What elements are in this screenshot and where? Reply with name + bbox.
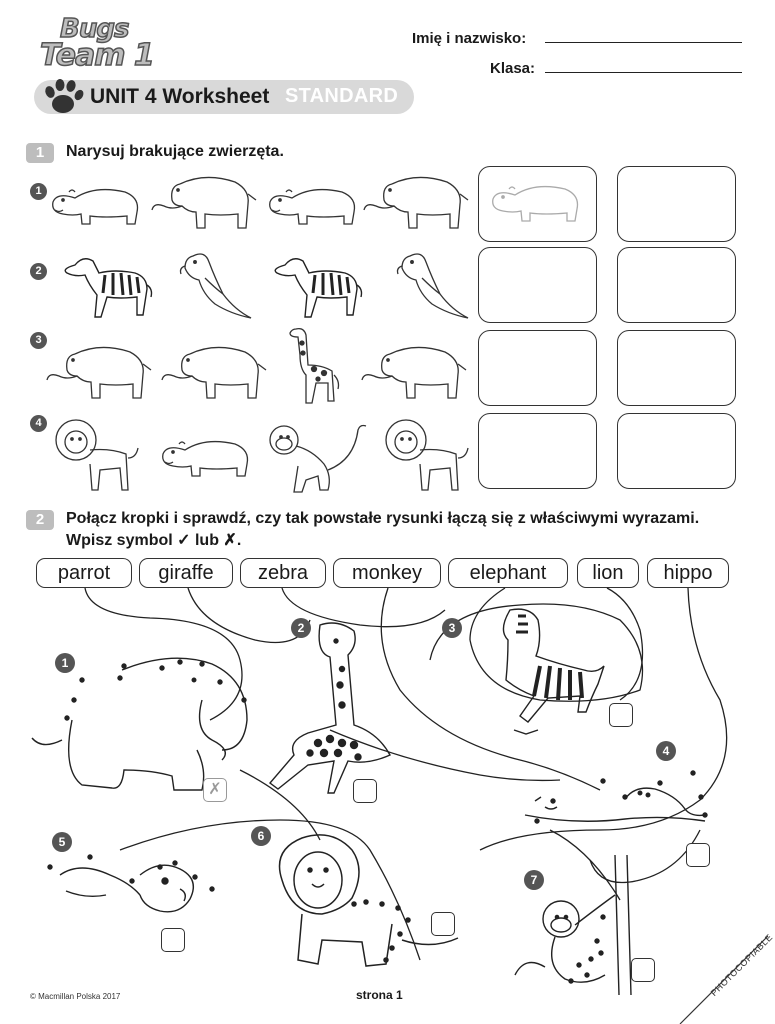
copyright: © Macmillan Polska 2017 bbox=[30, 992, 121, 1001]
picture-2-number: 2 bbox=[291, 618, 311, 638]
check-box-6[interactable] bbox=[431, 912, 455, 936]
exercise-2-instruction-line1: Połącz kropki i sprawdź, czy tak powstałe rysunki łączą się z właściwymi wyrazami. bbox=[66, 510, 700, 527]
name-label: Imię i nazwisko: bbox=[412, 30, 527, 47]
picture-4-number: 4 bbox=[656, 741, 676, 761]
unit-level: STANDARD bbox=[285, 85, 399, 107]
word-lion[interactable]: lion bbox=[577, 558, 639, 588]
row-2-number: 2 bbox=[30, 263, 47, 280]
check-box-7[interactable] bbox=[631, 958, 655, 982]
unit-title: UNIT 4 Worksheet bbox=[90, 85, 270, 108]
picture-6-number: 6 bbox=[251, 826, 271, 846]
photocopiable-label: PHOTOCOPIABLE bbox=[708, 931, 775, 999]
check-box-4[interactable] bbox=[686, 843, 710, 867]
zebra-dot-icon bbox=[468, 600, 618, 750]
logo-line2: Team 1 bbox=[40, 38, 154, 73]
exercise-2-number: 2 bbox=[26, 510, 54, 530]
check-box-5[interactable] bbox=[161, 928, 185, 952]
monkey-dot-icon bbox=[505, 855, 645, 995]
row-3-number: 3 bbox=[30, 332, 47, 349]
picture-5-number: 5 bbox=[52, 832, 72, 852]
page-number: strona 1 bbox=[356, 988, 403, 1002]
hippo-dot-icon bbox=[515, 755, 715, 835]
check-mark-1: ✗ bbox=[208, 781, 222, 798]
parrot-dot-icon bbox=[40, 845, 230, 925]
corner-line bbox=[680, 930, 768, 1024]
word-elephant[interactable]: elephant bbox=[448, 558, 568, 588]
word-zebra[interactable]: zebra bbox=[240, 558, 326, 588]
exercise-2-instruction-line2: Wpisz symbol ✓ lub ✗. bbox=[66, 532, 242, 549]
logo-line1: Bugs bbox=[60, 14, 129, 44]
row-1-number: 1 bbox=[30, 183, 47, 200]
class-label: Klasa: bbox=[490, 60, 536, 77]
picture-7-number: 7 bbox=[524, 870, 544, 890]
row-4-number: 4 bbox=[30, 415, 47, 432]
check-box-2[interactable] bbox=[353, 779, 377, 803]
word-hippo[interactable]: hippo bbox=[647, 558, 729, 588]
giraffe-dot-icon bbox=[258, 615, 408, 805]
exercise-1-number: 1 bbox=[26, 143, 54, 163]
exercise-1-instruction: Narysuj brakujące zwierzęta. bbox=[66, 143, 284, 160]
lion-dot-icon bbox=[262, 830, 472, 980]
check-box-1[interactable] bbox=[203, 778, 227, 802]
word-giraffe[interactable]: giraffe bbox=[139, 558, 233, 588]
picture-3-number: 3 bbox=[442, 618, 462, 638]
elephant-dot-icon bbox=[22, 640, 262, 800]
word-parrot[interactable]: parrot bbox=[36, 558, 132, 588]
check-box-3[interactable] bbox=[609, 703, 633, 727]
picture-1-number: 1 bbox=[55, 653, 75, 673]
word-monkey[interactable]: monkey bbox=[333, 558, 441, 588]
